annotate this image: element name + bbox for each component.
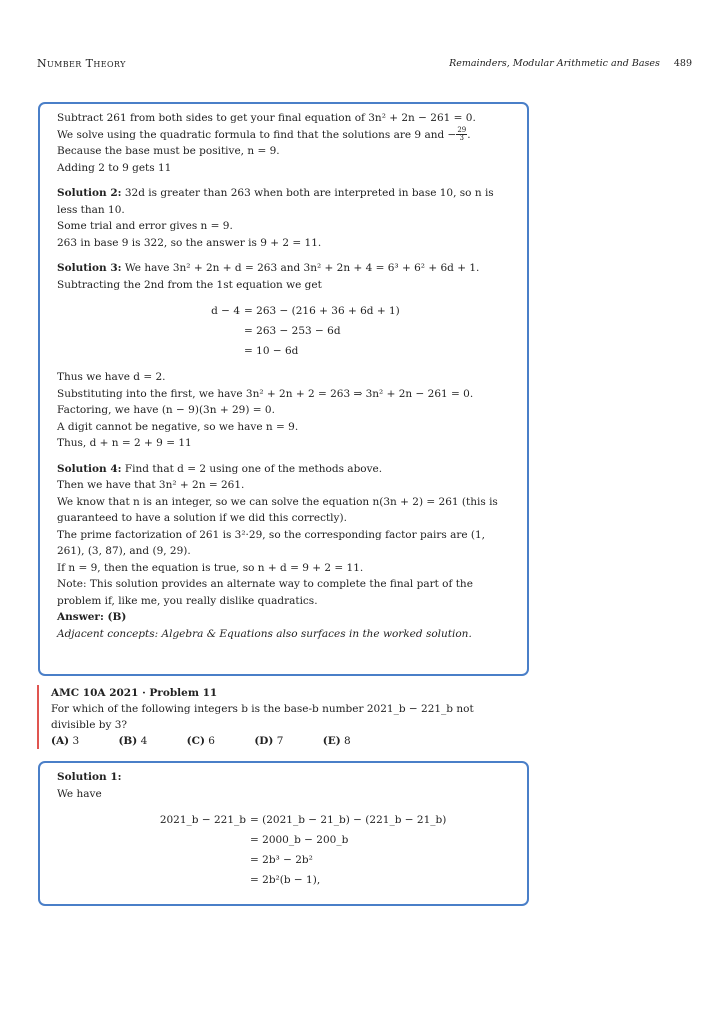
running-header-left: Number Theory: [37, 57, 126, 70]
equation-rhs: = 2000_b − 200_b: [250, 833, 349, 846]
text-line: Subtract 261 from both sides to get your final equation of 3n² + 2n − 261 = 0.: [57, 112, 476, 124]
equation-rhs: = 2b³ − 2b²: [250, 853, 313, 866]
equation-lhs: 2021_b − 221_b: [159, 813, 246, 826]
equation-rhs: = (2021_b − 21_b) − (221_b − 21_b): [250, 813, 447, 826]
answer-choices: [51, 733, 511, 749]
text-line: If n = 9, then the equation is true, so n + d = 9 + 2 = 11.: [57, 561, 364, 574]
text-line: Substituting into the first, we have 3n² + 2n + 2 = 263 ⇒ 3n² + 2n − 261 = 0.: [57, 387, 474, 400]
text-line: The prime factorization of 261 is 3²·29, so the corresponding factor pairs are (1, 261), (3, 87), and (9, 29).: [57, 528, 486, 557]
page-number: 489: [673, 58, 692, 69]
equation-rhs: = 10 − 6d: [244, 344, 299, 357]
section-title: Remainders, Modular Arithmetic and Bases: [449, 58, 660, 69]
equation-block: [57, 810, 512, 890]
text-line: Some trial and error gives n = 9.: [57, 220, 233, 232]
text-line: Thus we have d = 2.: [57, 371, 166, 383]
text-line: Subtracting the 2nd from the 1st equation we get: [57, 278, 322, 291]
text-line: 263 in base 9 is 322, so the answer is 9 + 2 = 11.: [57, 236, 322, 249]
running-header-right: [449, 58, 692, 69]
text-line: We solve using the quadratic formula to find that the solutions are 9 and − $\frac{29}{3}$ .: [57, 126, 471, 142]
equation-block: [57, 301, 512, 361]
problem-statement: [37, 685, 511, 749]
fraction: $\frac{29}{3}$: [457, 126, 467, 142]
solution-label: Solution 4:: [57, 462, 122, 475]
text-line: Because the base must be positive, n = 9.: [57, 145, 280, 157]
solution-label: Solution 1:: [57, 771, 122, 783]
text-line: Then we have that 3n² + 2n = 261.: [57, 479, 245, 491]
choice-c: (C) 6: [186, 735, 215, 747]
text-line: A digit cannot be negative, so we have n = 9.: [57, 420, 299, 433]
equation-rhs: = 263 − 253 − 6d: [244, 324, 341, 337]
text-line: We have: [57, 787, 102, 800]
text-line: Note: This solution provides an alternate way to complete the final part of the problem if, like me, you really dislike quadratics.: [57, 578, 473, 607]
text-line: Adding 2 to 9 gets 11: [57, 161, 172, 174]
choice-d: (D) 7: [254, 735, 284, 747]
choice-e: (E) 8: [322, 735, 351, 747]
solution-4-paragraph: Solution 4: Find that d = 2 using one of the methods above.: [57, 462, 383, 475]
adjacent-concepts-note: Adjacent concepts: Algebra & Equations also surfaces in the worked solution.: [57, 627, 472, 640]
choice-a: (A) 3: [51, 735, 80, 747]
solution-label: Solution 3:: [57, 262, 122, 274]
text-line: Factoring, we have (n − 9)(3n + 29) = 0.: [57, 404, 275, 416]
problem-text: For which of the following integers b is the base-b number 2021_b − 221_b not divisible by 3?: [51, 703, 474, 731]
answer-line: Answer: (B): [57, 611, 127, 623]
solution-label: Solution 2:: [57, 187, 122, 199]
text-line: Thus, d + n = 2 + 9 = 11: [57, 437, 192, 449]
solution-2-paragraph: Solution 2: 32d is greater than 263 when both are interpreted in base 10, so n is less than 10.: [57, 187, 494, 216]
equation-rhs: = 263 − (216 + 36 + 6d + 1): [244, 304, 400, 317]
equation-rhs: = 2b²(b − 1),: [250, 873, 321, 886]
problem-title: AMC 10A 2021 · Problem 11: [51, 687, 218, 699]
solution-3-paragraph: Solution 3: We have 3n² + 2n + d = 263 and 3n² + 2n + 4 = 6³ + 6² + 6d + 1.: [57, 262, 480, 274]
solution-box-2: [38, 761, 529, 906]
choice-b: (B) 4: [118, 735, 148, 747]
text-line: We know that n is an integer, so we can solve the equation n(3n + 2) = 261 (this is guaranteed to have a solution if we did this correctly).: [57, 495, 498, 524]
solution-box-1: [38, 102, 529, 676]
equation-lhs: d − 4: [211, 304, 240, 317]
